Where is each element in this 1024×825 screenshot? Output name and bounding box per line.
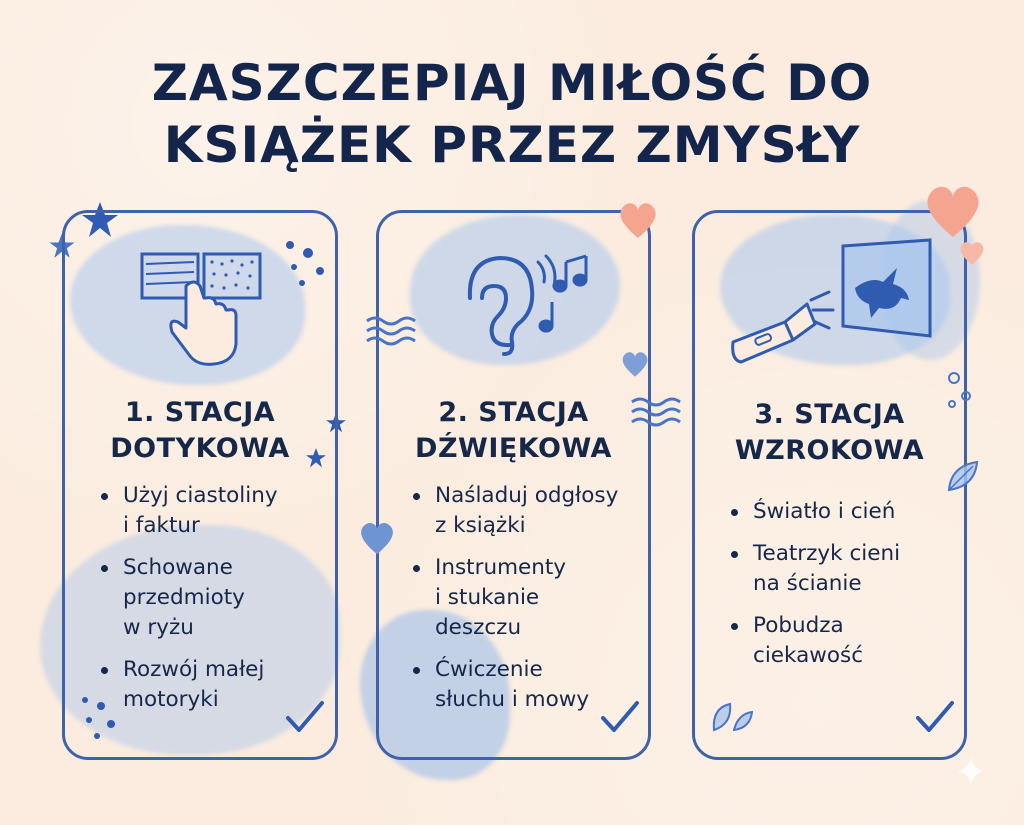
station-name: DOTYKOWA <box>110 433 290 464</box>
station-name: WZROKOWA <box>734 435 925 466</box>
station-bullets <box>411 481 647 727</box>
checkmark-icon <box>285 700 325 735</box>
bubbles-decoration <box>940 370 980 420</box>
flashlight-shadow-icon <box>725 238 935 368</box>
sound-wave-decoration <box>630 396 690 426</box>
station-title <box>65 395 335 467</box>
title-line-1: ZASZCZEPIAJ MIŁOŚĆ DO <box>151 54 873 112</box>
leaf-icon <box>945 458 981 494</box>
station-number: 2. STACJA <box>438 397 589 428</box>
station-title <box>695 397 964 469</box>
station-name: DŹWIĘKOWA <box>415 433 612 464</box>
bullet-item: Światło i cień <box>729 497 959 527</box>
bullet-item: Pobudza ciekawość <box>729 611 959 671</box>
station-bullets <box>729 497 959 683</box>
heart-icon <box>620 350 650 378</box>
sound-wave-decoration <box>365 315 425 345</box>
bullet-item: Instrumenty i stukanie deszczu <box>411 553 647 643</box>
title-line-2: KSIĄŻEK PRZEZ ZMYSŁY <box>163 116 861 174</box>
heart-icon <box>358 520 396 556</box>
bullet-item: Ćwiczenie słuchu i mowy <box>411 655 647 715</box>
bullet-item: Schowane przedmioty w ryżu <box>99 553 329 643</box>
touch-textures-icon <box>138 250 268 370</box>
station-number: 1. STACJA <box>124 397 276 428</box>
bullet-item: Naśladuj odgłosy z książki <box>411 481 647 541</box>
bullet-item: Użyj ciastoliny i faktur <box>99 481 329 541</box>
heart-icon <box>922 182 984 240</box>
checkmark-icon <box>600 700 640 735</box>
bullet-item: Rozwój małej motoryki <box>99 655 329 715</box>
page-title <box>0 52 1024 176</box>
heart-icon <box>958 240 986 266</box>
sparkle-icon <box>955 755 987 787</box>
station-bullets <box>99 481 329 727</box>
station-title <box>379 395 648 467</box>
bullet-item: Teatrzyk cieni na ścianie <box>729 539 959 599</box>
station-number: 3. STACJA <box>754 399 905 430</box>
checkmark-icon <box>915 700 955 735</box>
ear-music-icon <box>460 250 600 360</box>
leaf-icon <box>708 700 758 734</box>
heart-icon <box>617 200 659 240</box>
